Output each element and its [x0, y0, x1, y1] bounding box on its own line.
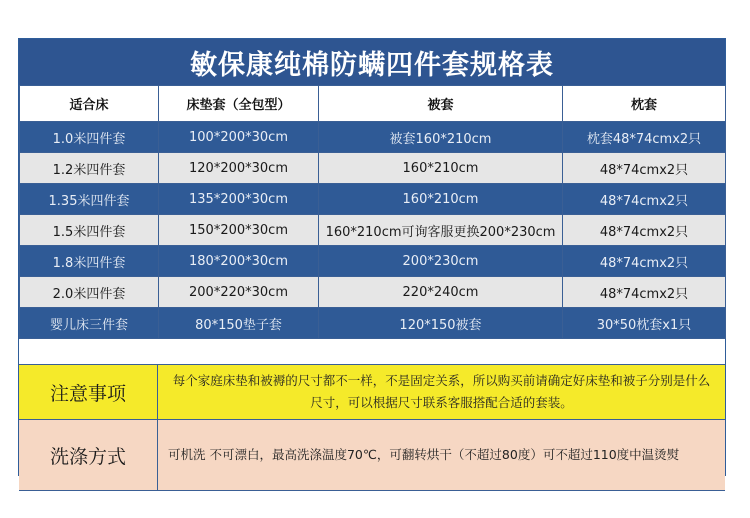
- cell-pillow: 48*74cmx2只: [563, 246, 726, 277]
- cell-pillow: 48*74cmx2只: [563, 184, 726, 215]
- cell-bed: 1.8米四件套: [20, 246, 159, 277]
- cell-mattress: 120*200*30cm: [159, 153, 319, 184]
- header-quilt: 被套: [319, 86, 563, 122]
- washing-text: 可机洗 不可漂白，最高洗涤温度70℃，可翻转烘干（不超过80度）可不超过110度中温烫熨: [168, 447, 680, 462]
- spec-table: [19, 85, 726, 339]
- sheet-title: 敏保康纯棉防螨四件套规格表: [19, 39, 725, 85]
- table-row: [20, 308, 726, 339]
- cell-mattress: 80*150垫子套: [159, 308, 319, 339]
- table-row: [20, 153, 726, 184]
- cell-mattress: 135*200*30cm: [159, 184, 319, 215]
- washing-label: 洗涤方式: [19, 420, 158, 490]
- cell-quilt: 220*240cm: [319, 277, 563, 308]
- table-row: [20, 122, 726, 153]
- cell-pillow: 48*74cmx2只: [563, 215, 726, 246]
- cell-bed: 1.35米四件套: [20, 184, 159, 215]
- notes-row: [19, 365, 725, 420]
- table-row: [20, 184, 726, 215]
- cell-mattress: 150*200*30cm: [159, 215, 319, 246]
- cell-mattress: 200*220*30cm: [159, 277, 319, 308]
- spec-sheet: [18, 38, 726, 476]
- spacer: [19, 339, 725, 365]
- cell-quilt: 被套160*210cm: [319, 122, 563, 153]
- header-row: [20, 86, 726, 122]
- header-pillow: 枕套: [563, 86, 726, 122]
- cell-bed: 婴儿床三件套: [20, 308, 159, 339]
- cell-bed: 2.0米四件套: [20, 277, 159, 308]
- table-row: [20, 246, 726, 277]
- cell-quilt: 160*210cm可询客服更换200*230cm: [319, 215, 563, 246]
- cell-quilt: 120*150被套: [319, 308, 563, 339]
- cell-pillow: 48*74cmx2只: [563, 277, 726, 308]
- cell-bed: 1.2米四件套: [20, 153, 159, 184]
- notes-text: 每个家庭床垫和被褥的尺寸都不一样，不是固定关系，所以购买前请确定好床垫和被子分别是什么尺寸，可以根据尺寸联系客服搭配合适的套装。: [172, 373, 711, 410]
- cell-pillow: 48*74cmx2只: [563, 153, 726, 184]
- table-row: [20, 215, 726, 246]
- cell-quilt: 160*210cm: [319, 153, 563, 184]
- washing-row: [19, 420, 725, 491]
- header-bed: 适合床: [20, 86, 159, 122]
- cell-mattress: 100*200*30cm: [159, 122, 319, 153]
- cell-bed: 1.0米四件套: [20, 122, 159, 153]
- header-mattress: 床垫套（全包型）: [159, 86, 319, 122]
- cell-bed: 1.5米四件套: [20, 215, 159, 246]
- cell-pillow: 30*50枕套x1只: [563, 308, 726, 339]
- table-row: [20, 277, 726, 308]
- cell-mattress: 180*200*30cm: [159, 246, 319, 277]
- cell-quilt: 160*210cm: [319, 184, 563, 215]
- cell-pillow: 枕套48*74cmx2只: [563, 122, 726, 153]
- cell-quilt: 200*230cm: [319, 246, 563, 277]
- notes-label: 注意事项: [19, 365, 158, 419]
